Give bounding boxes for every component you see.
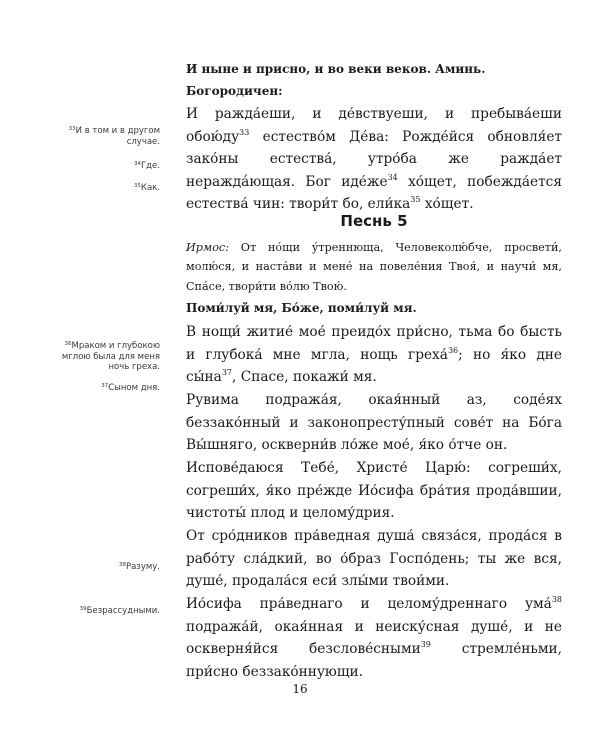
footnote-ref-36: 36	[447, 345, 459, 355]
footnote-marker: 36	[64, 341, 72, 347]
doxology: И ныне и присно, и во веки веков. Аминь.	[186, 62, 486, 76]
footnote-text: Как.	[140, 183, 160, 193]
footnote-marker: 37	[101, 383, 109, 389]
footnote-text: Где.	[141, 161, 160, 171]
footnote-ref-37: 37	[221, 368, 233, 378]
footnote-marker: 38	[118, 562, 126, 568]
footnote-37	[60, 383, 160, 394]
troparion-5: Ио́сифа пра́веднаго и целому́дреннаго ума́$^{38}$ подража́й, окая́нная и неиску́сная душе́, и не оскверня́йся безслове́сными$^{39}$ стремле́ньми, при́сно беззако́ннующи.	[186, 595, 562, 680]
troparion-4: От сро́дников пра́ведная душа́ связа́ся, прода́ся в рабо́ту сла́дкий, во о́браз Госпо́день; ты же вся, душе́, продала́ся еси́ злы́ми твои́ми.	[186, 528, 562, 590]
footnote-text: Разуму.	[125, 562, 160, 572]
footnote-38	[60, 562, 160, 573]
footnote-ref-34: 34	[387, 172, 398, 182]
ode-title: Песнь 5	[340, 212, 408, 230]
footnote-marker: 35	[133, 183, 141, 189]
irmos-text: От но́щи у́треннюща, Человеколю́бче, просвети́, молю́ся, и наста́ви и мене́ на повеле́ния Твоя́, и научи́ мя, Спа́се, твори́ти во́лю Твою́.	[186, 241, 562, 293]
footnote-text: Безрассудными.	[86, 606, 160, 616]
page-number: 16	[292, 682, 308, 696]
troparion-3: Испове́даюся Тебе́, Христе́ Царю́: согреши́х, согреши́х, я́ко пре́жде Ио́сифа бра́тия прода́вшии, чистоты́ плод и целому́дрия.	[186, 460, 562, 522]
irmos	[186, 238, 562, 296]
theotokion-label: Богородичен:	[186, 84, 283, 98]
refrain: Поми́луй мя, Бо́же, поми́луй мя.	[186, 301, 417, 315]
troparion-1: В нощи́ житие́ мое́ преидо́х при́сно, тьма бо бысть и глубока́ мне мгла, нощь греха́$^{36}$; но я́ко дне $сы́на^{37}$, Спасе, покажи́ мя.	[186, 324, 563, 386]
footnote-text: И в том и в другом случае.	[75, 126, 160, 147]
footnote-39	[60, 606, 160, 617]
footnote-marker: 34	[134, 161, 141, 167]
troparion-2: Рувима подража́я, окая́нный аз, соде́ях беззако́нный и законопресту́пный сове́т на Бо́га Вы́шняго, оскверни́в ло́же мое́, я́ко о́тче он.	[186, 392, 562, 454]
footnote-34	[60, 161, 160, 172]
footnote-text: Сыном дня.	[108, 383, 160, 393]
footnote-35	[60, 183, 160, 194]
footnote-marker: 39	[79, 606, 87, 612]
irmos-label: Ирмос:	[186, 241, 229, 254]
footnote-36	[60, 341, 160, 373]
footnote-ref-38: 38	[551, 595, 562, 604]
footnote-text: Мраком и глубокою мглою была для меня ночь греха.	[61, 341, 160, 372]
footnote-ref-35: 35	[410, 195, 421, 205]
footnote-33	[60, 126, 160, 147]
footnote-marker: 33	[68, 126, 76, 132]
footnote-ref-39: 39	[420, 640, 431, 650]
footnote-ref-33: 33	[239, 127, 250, 137]
theotokion-text: И ражда́еши, и де́вствуеши, и пребыва́еши $обою́ду^{33}$ естество́м Де́ва: Рожде́йся обновля́ет зако́ны естества́, утро́ба же ражда́ет нераждáющая. Бог $иде́же^{34}$ хо́щет, побежда́ется естества́ чин: твори́т бо, $ели́ка^{35}$ хо́щет.	[186, 106, 562, 213]
